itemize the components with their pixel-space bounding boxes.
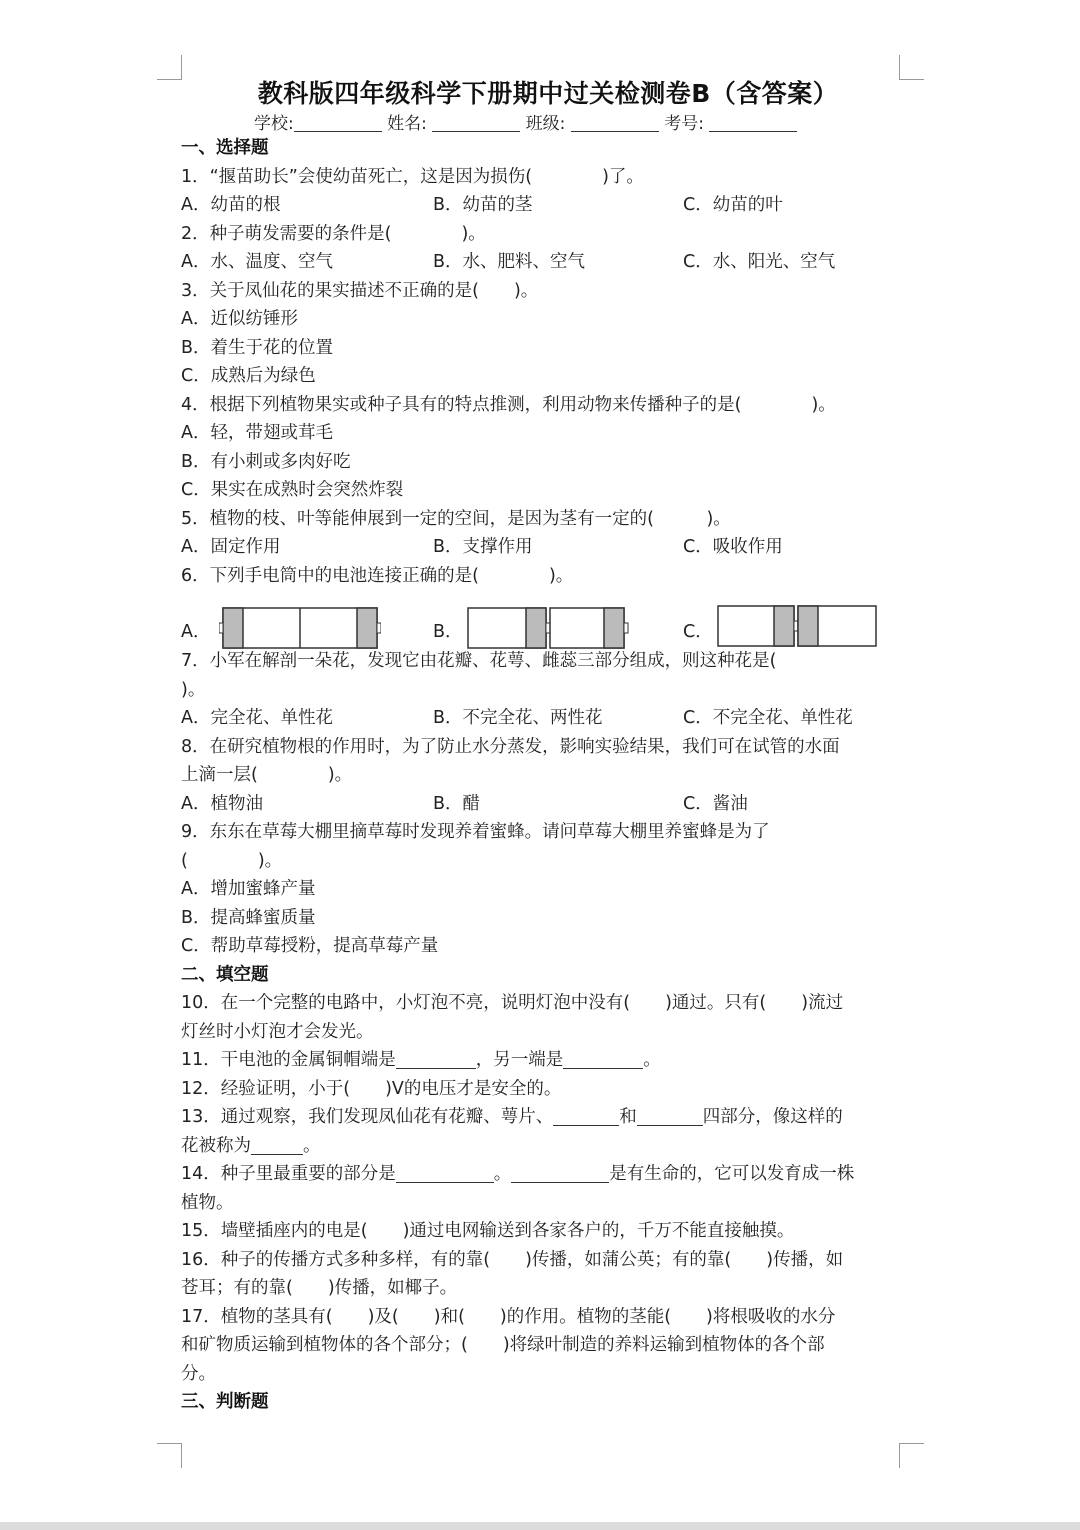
q13-text: 。 [303, 1135, 321, 1156]
q11-text: ，另一端是 [475, 1050, 564, 1070]
student-info-row [254, 109, 797, 134]
q17-line2: 和矿物质运输到植物体的各个部分；( )将绿叶制造的养料运输到植物体的各个部 [181, 1335, 825, 1355]
option-b: B．不完全花、两性花 [433, 708, 603, 728]
q9-stem: 9．东东在草莓大棚里摘草莓时发现养着蜜蜂。请问草莓大棚里养蜜蜂是为了 [181, 822, 770, 842]
bottom-scroll-bar [0, 1522, 1080, 1530]
option-b: B．幼苗的茎 [433, 195, 533, 215]
q14-text: 是有生命的，它可以发育成一株 [609, 1164, 855, 1184]
option-a: A．水、温度、空气 [181, 252, 333, 272]
section-heading-fill: 二、填空题 [181, 964, 269, 985]
q14-text: 14．种子里最重要的部分是 [181, 1164, 396, 1184]
option-a: A．轻，带翅或茸毛 [181, 423, 333, 443]
q10-line2: 灯丝时小灯泡才会发光。 [181, 1021, 374, 1042]
q7-stem-cont: )。 [181, 679, 206, 700]
q8-stem-cont: 上滴一层( )。 [181, 765, 353, 785]
q11-text: 11．干电池的金属铜帽端是 [181, 1050, 396, 1070]
q12: 12．经验证明，小于( )V的电压才是安全的。 [181, 1078, 562, 1099]
q9-stem-cont: ( )。 [181, 850, 283, 871]
option-a: A．幼苗的根 [181, 195, 281, 215]
q3-stem: 3．关于凤仙花的果实描述不正确的是( )。 [181, 280, 539, 301]
q6-battery-options [181, 590, 901, 647]
option-c: C．水、阳光、空气 [683, 252, 836, 272]
crop-mark-bottom-left [157, 1443, 182, 1468]
q5-options [181, 533, 901, 562]
exam-content [181, 134, 901, 1417]
q13-text: 和 [619, 1107, 637, 1127]
crop-mark-bottom-right [899, 1443, 924, 1468]
class-label: 班级: [525, 114, 566, 134]
answer-blank [637, 1105, 703, 1126]
option-a: A．植物油 [181, 793, 263, 814]
option-c: C．果实在成熟时会突然炸裂 [181, 480, 404, 500]
option-a: A．增加蜜蜂产量 [181, 879, 316, 899]
q6-stem: 6．下列手电筒中的电池连接正确的是( )。 [181, 565, 574, 586]
option-b: B．支撑作用 [433, 537, 533, 557]
option-a: A． [181, 622, 211, 642]
class-blank [571, 113, 659, 132]
q13-line1 [181, 1103, 901, 1132]
school-label: 学校: [254, 114, 294, 134]
option-b: B．水、肥料、空气 [433, 252, 586, 272]
option-c: C．不完全花、单性花 [683, 708, 853, 728]
id-blank [709, 113, 797, 132]
answer-blank [511, 1162, 609, 1183]
option-c: C．帮助草莓授粉，提高草莓产量 [181, 936, 439, 956]
q10-line1: 10．在一个完整的电路中，小灯泡不亮，说明灯泡中没有( )通过。只有( )流过 [181, 993, 844, 1013]
id-label: 考号: [664, 114, 704, 134]
option-a: A．近似纺锤形 [181, 309, 298, 329]
answer-blank [396, 1162, 494, 1183]
battery-diagram-a [219, 606, 381, 650]
q8-stem: 8．在研究植物根的作用时，为了防止水分蒸发，影响实验结果，我们可在试管的水面 [181, 736, 840, 757]
q17-line3: 分。 [181, 1363, 216, 1384]
q13-text: 四部分，像这样的 [702, 1107, 843, 1127]
q5-stem: 5．植物的枝、叶等能伸展到一定的空间，是因为茎有一定的( )。 [181, 508, 731, 529]
q2-stem: 2．种子萌发需要的条件是( )。 [181, 223, 486, 244]
battery-diagram-b [466, 606, 632, 650]
option-b: B． [433, 622, 463, 642]
name-blank [432, 113, 520, 132]
q1-stem: 1．“揠苗助长”会使幼苗死亡，这是因为损伤( )了。 [181, 166, 644, 187]
q17-line1: 17．植物的茎具有( )及( )和( )的作用。植物的茎能( )将根吸收的水分 [181, 1306, 836, 1327]
q13-line2 [181, 1132, 901, 1161]
name-label: 姓名: [387, 114, 427, 134]
battery-diagram-c [716, 604, 878, 648]
answer-blank [563, 1048, 643, 1069]
option-b: B．着生于花的位置 [181, 337, 334, 358]
q14-line2: 植物。 [181, 1192, 234, 1213]
option-c: C．酱油 [683, 793, 748, 814]
option-c: C．吸收作用 [683, 537, 783, 557]
q11 [181, 1046, 901, 1075]
answer-blank [553, 1105, 619, 1126]
option-b: B．提高蜂蜜质量 [181, 907, 316, 928]
option-a: A．完全花、单性花 [181, 708, 333, 728]
answer-blank [251, 1134, 303, 1155]
q11-text: 。 [643, 1050, 661, 1070]
option-b: B．有小刺或多肉好吃 [181, 451, 351, 472]
page-title: 教科版四年级科学下册期中过关检测卷B（含答案） [257, 79, 839, 108]
q1-options [181, 191, 901, 220]
option-c: C． [683, 622, 713, 642]
option-c: C．幼苗的叶 [683, 195, 783, 215]
q14-line1 [181, 1160, 901, 1189]
q16-line1: 16．种子的传播方式多种多样，有的靠( )传播，如蒲公英；有的靠( )传播，如 [181, 1249, 844, 1270]
q13-text: 花被称为 [181, 1135, 251, 1156]
option-a: A．固定作用 [181, 537, 281, 557]
answer-blank [396, 1048, 476, 1069]
q7-stem: 7．小军在解剖一朵花，发现它由花瓣、花萼、雌蕊三部分组成，则这种花是( [181, 651, 777, 671]
option-c: C．成熟后为绿色 [181, 366, 316, 386]
q13-text: 13．通过观察，我们发现凤仙花有花瓣、萼片、 [181, 1107, 554, 1127]
q14-text: 。 [493, 1164, 512, 1184]
q2-options [181, 248, 901, 277]
section-heading-judge: 三、判断题 [181, 1392, 269, 1412]
q16-line2: 苍耳；有的靠( )传播，如椰子。 [181, 1278, 458, 1298]
school-blank [294, 113, 382, 132]
section-heading-choice: 一、选择题 [181, 138, 269, 158]
option-b: B．醋 [433, 793, 481, 814]
q4-stem: 4．根据下列植物果实或种子具有的特点推测，利用动物来传播种子的是( )。 [181, 394, 836, 415]
q15: 15．墙壁插座内的电是( )通过电网输送到各家各户的，千万不能直接触摸。 [181, 1221, 795, 1241]
q8-options [181, 790, 901, 819]
q7-options [181, 704, 901, 733]
